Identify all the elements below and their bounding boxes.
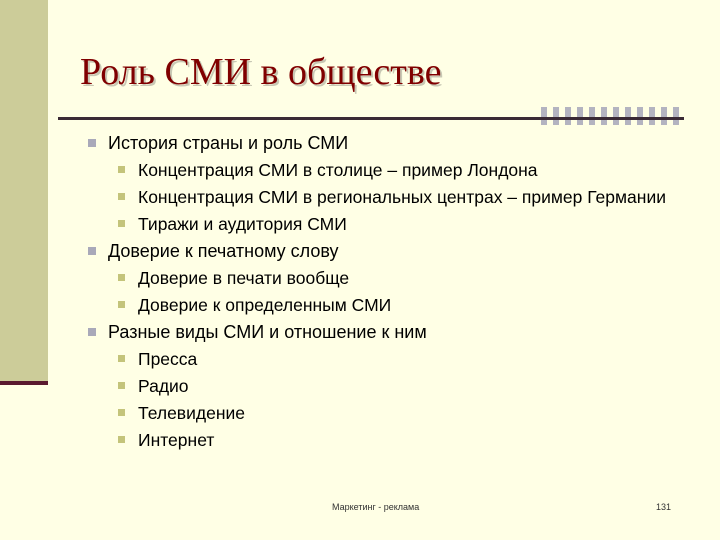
bullet-text: Разные виды СМИ и отношение к ним	[108, 322, 427, 342]
bullet-list	[88, 132, 688, 456]
footer-text: Маркетинг - реклама	[332, 502, 420, 512]
bullet-text: Интернет	[138, 430, 215, 450]
bullet-text: Телевидение	[138, 403, 245, 423]
sub-bullet-item	[118, 159, 688, 181]
sub-bullet-item	[118, 213, 688, 235]
sub-bullet-item	[118, 294, 688, 316]
bullet-item	[88, 132, 688, 154]
slide-title: Роль СМИ в обществе	[80, 51, 442, 93]
bullet-icon	[118, 436, 125, 443]
bullet-icon	[118, 301, 125, 308]
bullet-icon	[118, 382, 125, 389]
bullet-icon	[88, 139, 96, 147]
bullet-icon	[118, 409, 125, 416]
bullet-icon	[118, 193, 125, 200]
sub-bullet-item	[118, 402, 688, 424]
sub-bullet-item	[118, 186, 688, 208]
bullet-icon	[88, 247, 96, 255]
sub-bullet-item	[118, 375, 688, 397]
bullet-icon	[118, 166, 125, 173]
bullet-text: Тиражи и аудитория СМИ	[138, 214, 347, 234]
title-underline	[58, 117, 684, 120]
left-sidebar-bar	[0, 0, 48, 383]
bullet-text: История страны и роль СМИ	[108, 133, 349, 153]
slide-number: 131	[656, 502, 672, 512]
bullet-icon	[88, 328, 96, 336]
sub-bullet-item	[118, 348, 688, 370]
sub-bullet-item	[118, 429, 688, 451]
bullet-text: Радио	[138, 376, 189, 396]
bullet-text: Доверие к печатному слову	[108, 241, 339, 261]
sidebar-divider	[0, 381, 48, 385]
bullet-item	[88, 240, 688, 262]
bullet-text: Концентрация СМИ в региональных центрах – пример Германии	[138, 187, 666, 207]
sub-bullet-item	[118, 267, 688, 289]
bullet-text: Доверие к определенным СМИ	[138, 295, 392, 315]
bullet-text: Концентрация СМИ в столице – пример Лондона	[138, 160, 538, 180]
bullet-icon	[118, 274, 125, 281]
bullet-text: Доверие в печати вообще	[138, 268, 350, 288]
bullet-icon	[118, 355, 125, 362]
bullet-icon	[118, 220, 125, 227]
bullet-item	[88, 321, 688, 343]
bullet-text: Пресса	[138, 349, 198, 369]
title-decoration-pattern	[541, 107, 684, 125]
